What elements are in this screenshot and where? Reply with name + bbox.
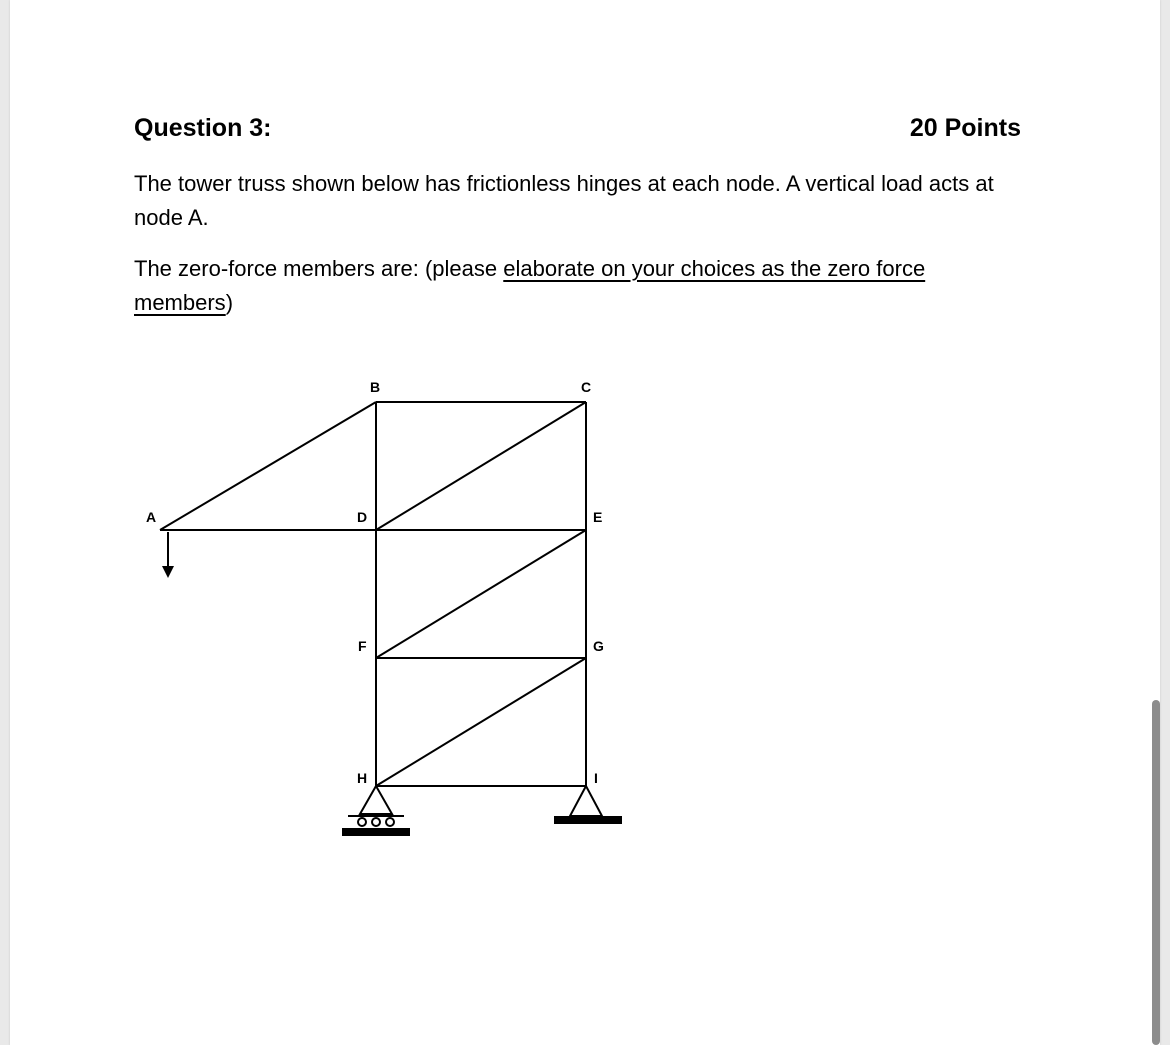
question-description: The tower truss shown below has frictionless hinges at each node. A vertical load acts at node A. (134, 171, 994, 230)
node-label-G: G (593, 638, 604, 654)
prompt-suffix: ) (225, 290, 234, 315)
node-label-D: D (357, 509, 368, 525)
node-label-F: F (358, 638, 367, 654)
pin-ground-I (554, 816, 622, 824)
prompt-prefix: The zero-force members are: (please (134, 256, 504, 281)
pin-support-I (570, 786, 602, 816)
roller-ground-H (342, 828, 410, 836)
node-label-B: B (370, 379, 381, 395)
roller-support-H (348, 786, 404, 826)
node-label-C: C (581, 379, 592, 395)
node-label-I: I (594, 770, 598, 786)
node-label-H: H (357, 770, 368, 786)
member-AB (160, 402, 376, 530)
prompt-underlined: elaborate on your choices as the zero force members (134, 256, 926, 315)
member-DC (376, 402, 586, 530)
member-FE (376, 530, 586, 658)
member-HG (376, 658, 586, 786)
question-title: Question 3: (134, 114, 272, 142)
load-arrow-head (162, 566, 174, 578)
node-label-A: A (146, 509, 157, 525)
node-label-E: E (593, 509, 603, 525)
question-points: 20 Points (909, 114, 1021, 142)
